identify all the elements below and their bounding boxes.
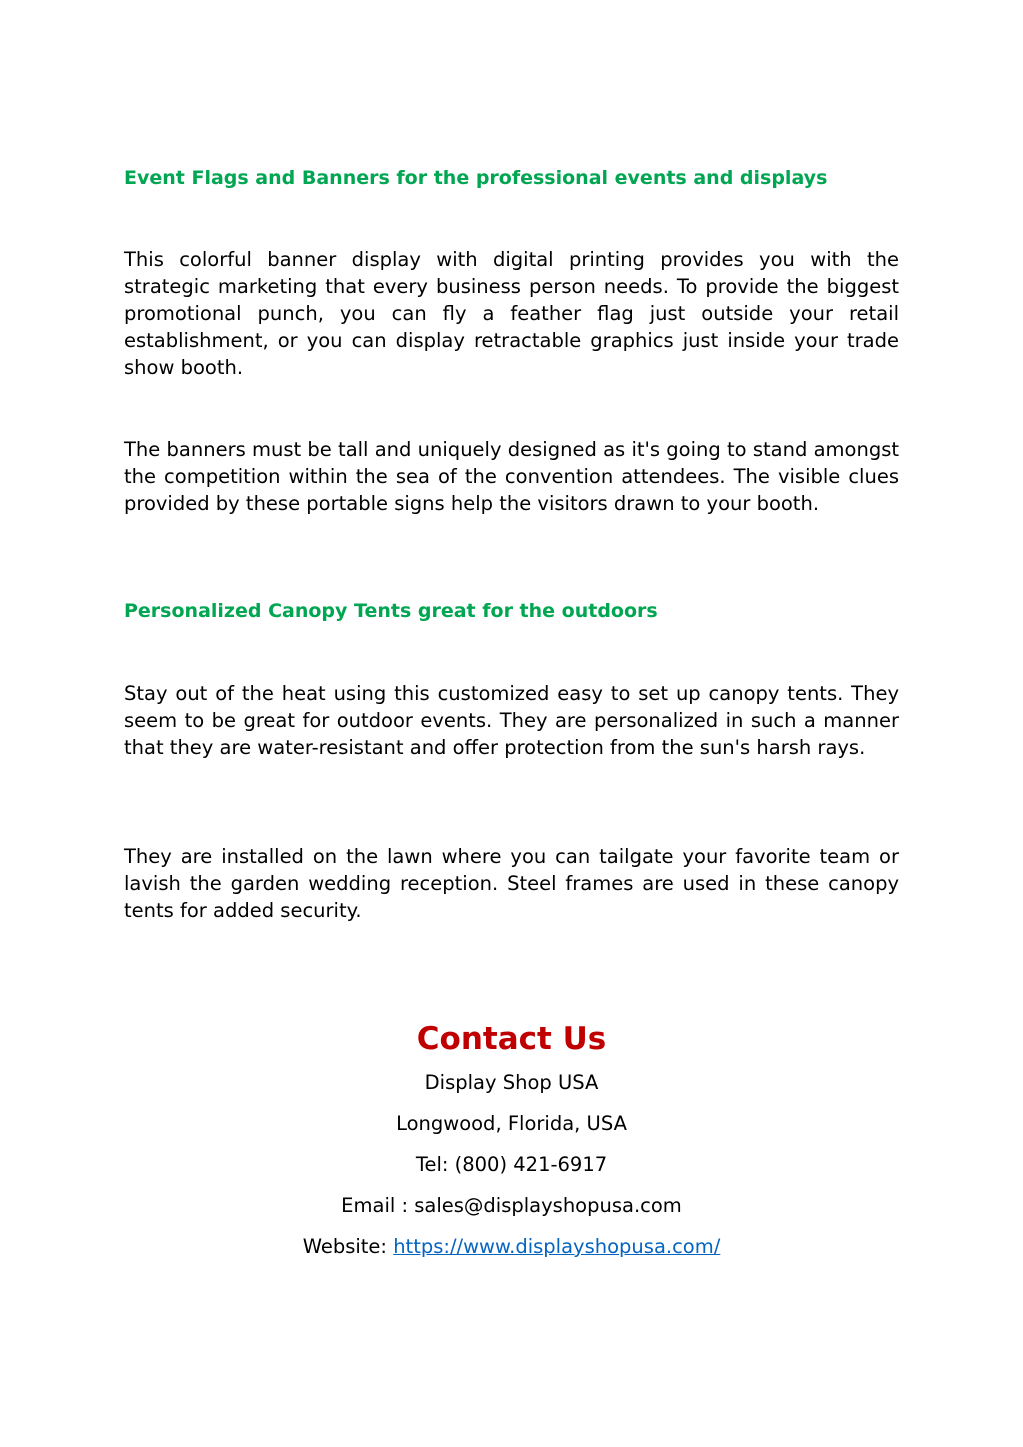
- website-label: Website:: [302, 1235, 394, 1258]
- contact-phone: Tel: (800) 421-6917: [415, 1153, 608, 1176]
- contact-location: Longwood, Florida, USA: [396, 1112, 627, 1135]
- contact-title: Contact Us: [416, 1021, 607, 1057]
- contact-company: Display Shop USA: [424, 1071, 599, 1094]
- section-heading-event-flags: Event Flags and Banners for the professional events and displays: [124, 167, 828, 189]
- section-heading-canopy-tents: Personalized Canopy Tents great for the outdoors: [124, 600, 658, 622]
- website-link[interactable]: https://www.displayshopusa.com/: [393, 1235, 721, 1258]
- contact-section: [0, 1016, 1023, 1267]
- paragraph-canopy-lawn: They are installed on the lawn where you can tailgate your favorite team or lavish the garden wedding reception. Steel frames are used in these canopy tents for added security.: [124, 845, 899, 922]
- contact-website: [0, 1226, 1023, 1267]
- paragraph-banner-display: This colorful banner display with digital printing provides you with the strategic marketing that every business person needs. To provide the biggest promotional punch, you can fly a feather flag just outside your retail establishment, or you can display retractable graphics just inside your trade show booth.: [124, 248, 899, 379]
- contact-email: Email : sales@displayshopusa.com: [341, 1194, 682, 1217]
- paragraph-banners-tall: The banners must be tall and uniquely designed as it's going to stand amongst the competition within the sea of the convention attendees. The visible clues provided by these portable signs help the visitors drawn to your booth.: [124, 438, 899, 515]
- paragraph-canopy-heat: Stay out of the heat using this customized easy to set up canopy tents. They seem to be great for outdoor events. They are personalized in such a manner that they are water-resistant and offer protection from the sun's harsh rays.: [124, 682, 899, 759]
